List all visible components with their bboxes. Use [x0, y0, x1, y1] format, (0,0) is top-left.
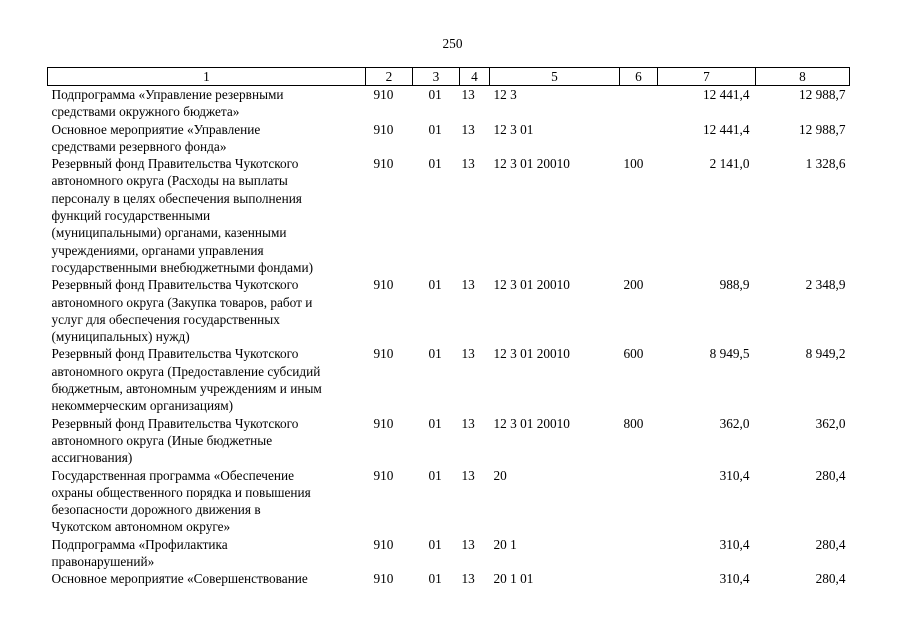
- row-subsection-code: 13: [461, 571, 475, 587]
- row-amount-col7: 8 949,5: [709, 346, 750, 362]
- row-target-article: 20 1 01: [493, 571, 534, 587]
- row-name: Подпрограмма «Управление резервными средствами окружного бюджета»: [51, 87, 284, 120]
- row-name: Государственная программа «Обеспечение охраны общественного порядка и повышения безопасности дорожного движения в Чукотском автономном округе»: [51, 467, 311, 535]
- row-amount-col8: 280,4: [815, 571, 846, 587]
- row-amount-col8: 8 949,2: [805, 346, 846, 362]
- row-admin-code: 910: [373, 156, 394, 172]
- row-name: Резервный фонд Правительства Чукотского автономного округа (Предоставление субсидий бюджетным, автономным учреждениям и иным некоммерческим организациям): [51, 346, 322, 414]
- row-section-code: 01: [428, 121, 442, 137]
- row-name: Подпрограмма «Профилактика правонарушений»: [51, 536, 228, 570]
- row-admin-code: 910: [373, 467, 394, 483]
- row-amount-col8: 280,4: [815, 536, 846, 552]
- row-amount-col7: 310,4: [719, 571, 750, 587]
- table-row: [48, 121, 850, 156]
- row-expense-type: 100: [623, 156, 644, 172]
- table-row: [48, 345, 850, 414]
- row-amount-col8: 12 988,7: [798, 87, 846, 102]
- row-target-article: 12 3 01 20010: [493, 277, 570, 293]
- row-amount-col7: 310,4: [719, 467, 750, 483]
- row-name: Резервный фонд Правительства Чукотского автономного округа (Расходы на выплаты персоналу в целях обеспечения выполнения функций государственными (муниципальными) органами, казенными учреждениями, органами управления государственными внебюджетными фондами): [51, 156, 314, 275]
- header-col-6: 6: [620, 68, 658, 86]
- header-row: [48, 68, 850, 86]
- table-row: [48, 415, 850, 467]
- table-body: [48, 86, 850, 588]
- row-expense-type: [620, 536, 658, 571]
- row-expense-type: 200: [623, 277, 644, 293]
- row-subsection-code: 13: [461, 346, 475, 362]
- row-subsection-code: 13: [461, 156, 475, 172]
- row-expense-type: [620, 570, 658, 587]
- header-col-8: 8: [756, 68, 850, 86]
- row-section-code: 01: [428, 415, 442, 431]
- table-row: [48, 467, 850, 536]
- row-section-code: 01: [428, 346, 442, 362]
- budget-table: [47, 67, 850, 588]
- row-name: Резервный фонд Правительства Чукотского автономного округа (Иные бюджетные ассигнования): [51, 415, 299, 466]
- row-amount-col7: 310,4: [719, 536, 750, 552]
- row-subsection-code: 13: [461, 121, 475, 137]
- row-section-code: 01: [428, 156, 442, 172]
- row-subsection-code: 13: [461, 467, 475, 483]
- row-amount-col7: 988,9: [719, 277, 750, 293]
- header-col-1: 1: [48, 68, 366, 86]
- row-admin-code: 910: [373, 536, 394, 552]
- row-amount-col7: 12 441,4: [702, 121, 750, 137]
- page-number: 250: [442, 36, 463, 51]
- row-amount-col7: 12 441,4: [702, 87, 750, 102]
- row-target-article: 12 3: [493, 87, 517, 102]
- row-subsection-code: 13: [461, 87, 475, 102]
- row-admin-code: 910: [373, 415, 394, 431]
- row-target-article: 12 3 01 20010: [493, 346, 570, 362]
- row-amount-col7: 362,0: [719, 415, 750, 431]
- row-expense-type: [620, 467, 658, 536]
- row-amount-col8: 12 988,7: [798, 121, 846, 137]
- row-target-article: 20: [493, 467, 507, 483]
- row-amount-col8: 1 328,6: [805, 156, 846, 172]
- header-col-7: 7: [658, 68, 756, 86]
- table-row: [48, 536, 850, 571]
- header-col-4: 4: [460, 68, 490, 86]
- row-target-article: 12 3 01: [493, 121, 534, 137]
- row-section-code: 01: [428, 571, 442, 587]
- header-col-3: 3: [413, 68, 460, 86]
- row-section-code: 01: [428, 536, 442, 552]
- row-admin-code: 910: [373, 87, 394, 102]
- row-name: Основное мероприятие «Совершенствование: [51, 571, 308, 587]
- header-col-2: 2: [366, 68, 413, 86]
- row-subsection-code: 13: [461, 277, 475, 293]
- table-row: [48, 86, 850, 121]
- table-row: [48, 276, 850, 345]
- row-admin-code: 910: [373, 346, 394, 362]
- table-row: [48, 155, 850, 276]
- row-name: Основное мероприятие «Управление средствами резервного фонда»: [51, 121, 261, 154]
- row-admin-code: 910: [373, 277, 394, 293]
- row-amount-col8: 280,4: [815, 467, 846, 483]
- row-target-article: 20 1: [493, 536, 517, 552]
- row-expense-type: 600: [623, 346, 644, 362]
- row-name: Резервный фонд Правительства Чукотского автономного округа (Закупка товаров, работ и услуг для обеспечения государственных (муниципальных) нужд): [51, 277, 313, 345]
- row-section-code: 01: [428, 87, 442, 102]
- header-col-5: 5: [490, 68, 620, 86]
- row-expense-type: 800: [623, 415, 644, 431]
- row-target-article: 12 3 01 20010: [493, 156, 570, 172]
- table-row: [48, 570, 850, 587]
- row-amount-col8: 2 348,9: [805, 277, 846, 293]
- row-subsection-code: 13: [461, 536, 475, 552]
- row-amount-col7: 2 141,0: [709, 156, 750, 172]
- row-admin-code: 910: [373, 571, 394, 587]
- row-section-code: 01: [428, 467, 442, 483]
- row-amount-col8: 362,0: [815, 415, 846, 431]
- row-admin-code: 910: [373, 121, 394, 137]
- row-expense-type: [620, 121, 658, 156]
- row-subsection-code: 13: [461, 415, 475, 431]
- row-section-code: 01: [428, 277, 442, 293]
- row-expense-type: [620, 86, 658, 121]
- row-target-article: 12 3 01 20010: [493, 415, 570, 431]
